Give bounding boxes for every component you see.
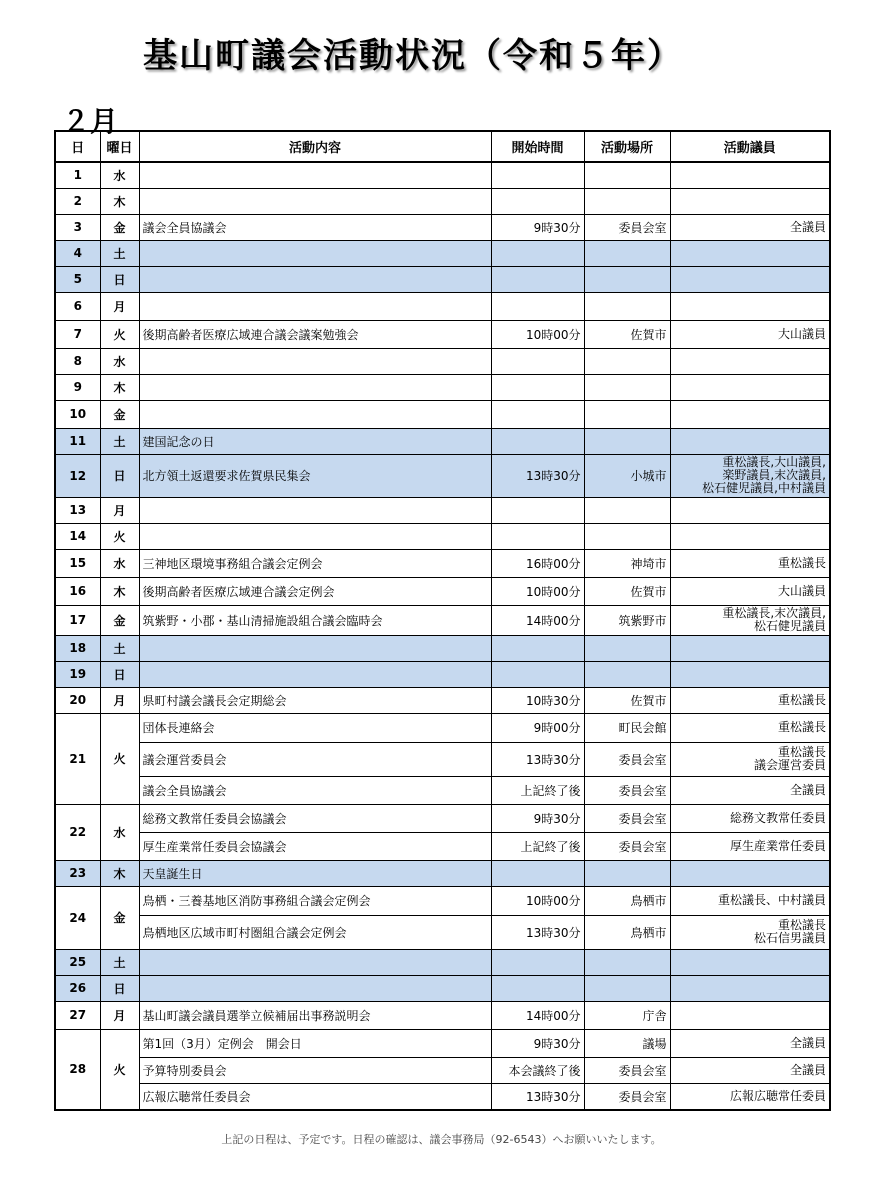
activity-cell: 三神地区環境事務組合議会定例会 bbox=[139, 549, 491, 577]
weekday-cell: 月 bbox=[100, 687, 139, 713]
location-cell bbox=[584, 162, 670, 188]
members-cell bbox=[670, 497, 830, 523]
start-time-cell: 9時30分 bbox=[491, 214, 584, 240]
activity-cell: 議会運営委員会 bbox=[139, 742, 491, 776]
member-line: 厚生産業常任委員 bbox=[729, 838, 826, 853]
activity-cell bbox=[139, 497, 491, 523]
members-cell bbox=[670, 214, 830, 240]
start-time-cell: 13時30分 bbox=[491, 915, 584, 949]
table-row bbox=[55, 374, 830, 400]
weekday-cell: 木 bbox=[100, 188, 139, 214]
start-time-cell: 13時30分 bbox=[491, 742, 584, 776]
weekday-cell: 日 bbox=[100, 454, 139, 497]
table-row bbox=[55, 949, 830, 975]
members-cell bbox=[670, 605, 830, 635]
weekday-cell: 金 bbox=[100, 214, 139, 240]
members-cell bbox=[670, 975, 830, 1001]
activity-cell bbox=[139, 523, 491, 549]
weekday-cell: 金 bbox=[100, 886, 139, 949]
weekday-cell: 日 bbox=[100, 975, 139, 1001]
start-time-cell bbox=[491, 348, 584, 374]
weekday-cell: 火 bbox=[100, 1029, 139, 1110]
start-time-cell: 上記終了後 bbox=[491, 776, 584, 804]
start-time-cell: 13時30分 bbox=[491, 454, 584, 497]
location-cell: 委員会室 bbox=[584, 1083, 670, 1110]
table-row bbox=[55, 523, 830, 549]
table-row bbox=[55, 713, 830, 742]
day-cell: 4 bbox=[55, 240, 100, 266]
header-weekday: 曜日 bbox=[100, 131, 139, 162]
activity-cell: 議会全員協議会 bbox=[139, 214, 491, 240]
member-line: 広報広聴常任委員 bbox=[729, 1088, 826, 1103]
member-line: 重松議長 bbox=[777, 918, 826, 932]
members-cell bbox=[670, 742, 830, 776]
location-cell bbox=[584, 292, 670, 320]
activity-cell bbox=[139, 162, 491, 188]
activity-cell: 鳥栖地区広域市町村圏組合議会定例会 bbox=[139, 915, 491, 949]
member-line: 楽野議員,末次議員, bbox=[722, 468, 826, 482]
table-row bbox=[55, 1029, 830, 1057]
table-row bbox=[55, 454, 830, 497]
members-cell bbox=[670, 860, 830, 886]
table-row bbox=[55, 549, 830, 577]
weekday-cell: 水 bbox=[100, 162, 139, 188]
day-cell: 3 bbox=[55, 214, 100, 240]
member-line: 重松議長 bbox=[777, 745, 826, 759]
day-cell: 28 bbox=[55, 1029, 100, 1110]
day-cell: 12 bbox=[55, 454, 100, 497]
activity-cell: 筑紫野・小郡・基山清掃施設組合議会臨時会 bbox=[139, 605, 491, 635]
start-time-cell bbox=[491, 162, 584, 188]
table-row bbox=[55, 635, 830, 661]
members-cell bbox=[670, 428, 830, 454]
location-cell: 委員会室 bbox=[584, 1057, 670, 1083]
activity-cell: 議会全員協議会 bbox=[139, 776, 491, 804]
start-time-cell bbox=[491, 400, 584, 428]
day-cell: 20 bbox=[55, 687, 100, 713]
table-row bbox=[55, 687, 830, 713]
start-time-cell: 9時30分 bbox=[491, 1029, 584, 1057]
location-cell: 鳥栖市 bbox=[584, 886, 670, 915]
members-cell bbox=[670, 832, 830, 860]
members-cell bbox=[670, 915, 830, 949]
weekday-cell: 火 bbox=[100, 713, 139, 804]
table-row bbox=[55, 266, 830, 292]
table-row bbox=[55, 188, 830, 214]
activity-cell bbox=[139, 188, 491, 214]
table-row bbox=[55, 605, 830, 635]
table-row bbox=[55, 804, 830, 832]
table-row bbox=[55, 832, 830, 860]
header-time: 開始時間 bbox=[491, 131, 584, 162]
start-time-cell bbox=[491, 188, 584, 214]
location-cell: 佐賀市 bbox=[584, 577, 670, 605]
start-time-cell bbox=[491, 428, 584, 454]
member-line: 総務文教常任委員 bbox=[729, 810, 826, 825]
header-place: 活動場所 bbox=[584, 131, 670, 162]
activity-cell: 予算特別委員会 bbox=[139, 1057, 491, 1083]
weekday-cell: 火 bbox=[100, 523, 139, 549]
day-cell: 26 bbox=[55, 975, 100, 1001]
location-cell: 鳥栖市 bbox=[584, 915, 670, 949]
table-row bbox=[55, 860, 830, 886]
table-row bbox=[55, 214, 830, 240]
members-cell bbox=[670, 292, 830, 320]
start-time-cell bbox=[491, 661, 584, 687]
start-time-cell: 14時00分 bbox=[491, 605, 584, 635]
activity-cell bbox=[139, 266, 491, 292]
member-line: 重松議長 bbox=[777, 720, 826, 734]
weekday-cell: 月 bbox=[100, 497, 139, 523]
weekday-cell: 月 bbox=[100, 1001, 139, 1029]
footnote: 上記の日程は、予定です。日程の確認は、議会事務局（92-6543）へお願いいたします。 bbox=[221, 1133, 662, 1146]
location-cell bbox=[584, 523, 670, 549]
members-cell bbox=[670, 188, 830, 214]
activity-cell: 天皇誕生日 bbox=[139, 860, 491, 886]
member-line: 全議員 bbox=[789, 782, 826, 797]
table-row bbox=[55, 661, 830, 687]
members-cell bbox=[670, 454, 830, 497]
table-row bbox=[55, 975, 830, 1001]
members-cell bbox=[670, 577, 830, 605]
day-cell: 7 bbox=[55, 320, 100, 348]
members-cell bbox=[670, 949, 830, 975]
member-line: 松石健児議員 bbox=[753, 619, 826, 633]
day-cell: 11 bbox=[55, 428, 100, 454]
location-cell: 委員会室 bbox=[584, 804, 670, 832]
weekday-cell: 木 bbox=[100, 860, 139, 886]
start-time-cell: 10時00分 bbox=[491, 320, 584, 348]
weekday-cell: 日 bbox=[100, 266, 139, 292]
day-cell: 8 bbox=[55, 348, 100, 374]
page-title: 基山町議会活動状況（令和５年） bbox=[143, 36, 683, 76]
start-time-cell: 上記終了後 bbox=[491, 832, 584, 860]
start-time-cell: 13時30分 bbox=[491, 1083, 584, 1110]
weekday-cell: 水 bbox=[100, 804, 139, 860]
activity-cell bbox=[139, 240, 491, 266]
members-cell bbox=[670, 1029, 830, 1057]
members-cell bbox=[670, 804, 830, 832]
day-cell: 5 bbox=[55, 266, 100, 292]
members-cell bbox=[670, 549, 830, 577]
weekday-cell: 金 bbox=[100, 605, 139, 635]
start-time-cell bbox=[491, 292, 584, 320]
members-cell bbox=[670, 635, 830, 661]
day-cell: 27 bbox=[55, 1001, 100, 1029]
table-row bbox=[55, 886, 830, 915]
location-cell bbox=[584, 975, 670, 1001]
table-row bbox=[55, 1057, 830, 1083]
activity-cell: 後期高齢者医療広域連合議会定例会 bbox=[139, 577, 491, 605]
activity-cell: 鳥栖・三養基地区消防事務組合議会定例会 bbox=[139, 886, 491, 915]
start-time-cell: 10時00分 bbox=[491, 577, 584, 605]
members-cell bbox=[670, 1001, 830, 1029]
location-cell bbox=[584, 635, 670, 661]
members-cell bbox=[670, 661, 830, 687]
table-header-row bbox=[55, 131, 830, 162]
day-cell: 25 bbox=[55, 949, 100, 975]
header-members: 活動議員 bbox=[670, 131, 830, 162]
start-time-cell: 9時30分 bbox=[491, 804, 584, 832]
weekday-cell: 水 bbox=[100, 549, 139, 577]
location-cell: 議場 bbox=[584, 1029, 670, 1057]
member-line: 全議員 bbox=[789, 1062, 826, 1077]
day-cell: 22 bbox=[55, 804, 100, 860]
start-time-cell bbox=[491, 240, 584, 266]
table-row bbox=[55, 776, 830, 804]
start-time-cell: 10時30分 bbox=[491, 687, 584, 713]
member-line: 松石信男議員 bbox=[753, 931, 826, 945]
activity-cell: 厚生産業常任委員会協議会 bbox=[139, 832, 491, 860]
activity-cell bbox=[139, 949, 491, 975]
day-cell: 1 bbox=[55, 162, 100, 188]
weekday-cell: 土 bbox=[100, 949, 139, 975]
day-cell: 2 bbox=[55, 188, 100, 214]
start-time-cell bbox=[491, 374, 584, 400]
members-cell bbox=[670, 400, 830, 428]
start-time-cell: 本会議終了後 bbox=[491, 1057, 584, 1083]
member-line: 重松議長 bbox=[777, 555, 826, 570]
activity-cell bbox=[139, 374, 491, 400]
activity-cell: 県町村議会議長会定期総会 bbox=[139, 687, 491, 713]
day-cell: 10 bbox=[55, 400, 100, 428]
location-cell bbox=[584, 497, 670, 523]
weekday-cell: 木 bbox=[100, 374, 139, 400]
weekday-cell: 木 bbox=[100, 577, 139, 605]
location-cell: 委員会室 bbox=[584, 776, 670, 804]
activity-cell bbox=[139, 975, 491, 1001]
members-cell bbox=[670, 320, 830, 348]
day-cell: 17 bbox=[55, 605, 100, 635]
table-row bbox=[55, 348, 830, 374]
location-cell bbox=[584, 266, 670, 292]
location-cell: 神埼市 bbox=[584, 549, 670, 577]
day-cell: 16 bbox=[55, 577, 100, 605]
members-cell bbox=[670, 886, 830, 915]
day-cell: 19 bbox=[55, 661, 100, 687]
start-time-cell bbox=[491, 266, 584, 292]
member-line: 大山議員 bbox=[777, 326, 826, 341]
members-cell bbox=[670, 266, 830, 292]
members-cell bbox=[670, 1057, 830, 1083]
day-cell: 18 bbox=[55, 635, 100, 661]
table-row bbox=[55, 742, 830, 776]
weekday-cell: 日 bbox=[100, 661, 139, 687]
start-time-cell bbox=[491, 523, 584, 549]
table-row bbox=[55, 497, 830, 523]
day-cell: 15 bbox=[55, 549, 100, 577]
location-cell bbox=[584, 400, 670, 428]
activity-cell: 第1回（3月）定例会 開会日 bbox=[139, 1029, 491, 1057]
activity-cell: 広報広聴常任委員会 bbox=[139, 1083, 491, 1110]
location-cell: 町民会館 bbox=[584, 713, 670, 742]
day-cell: 9 bbox=[55, 374, 100, 400]
location-cell bbox=[584, 348, 670, 374]
weekday-cell: 火 bbox=[100, 320, 139, 348]
weekday-cell: 金 bbox=[100, 400, 139, 428]
day-cell: 6 bbox=[55, 292, 100, 320]
members-cell bbox=[670, 374, 830, 400]
activity-cell bbox=[139, 292, 491, 320]
members-cell bbox=[670, 523, 830, 549]
location-cell: 筑紫野市 bbox=[584, 605, 670, 635]
members-cell bbox=[670, 348, 830, 374]
location-cell: 佐賀市 bbox=[584, 687, 670, 713]
location-cell bbox=[584, 428, 670, 454]
start-time-cell: 16時00分 bbox=[491, 549, 584, 577]
location-cell bbox=[584, 860, 670, 886]
member-line: 松石健児議員,中村議員 bbox=[702, 481, 826, 495]
day-cell: 24 bbox=[55, 886, 100, 949]
members-cell bbox=[670, 687, 830, 713]
table-row bbox=[55, 577, 830, 605]
day-cell: 14 bbox=[55, 523, 100, 549]
day-cell: 13 bbox=[55, 497, 100, 523]
location-cell: 小城市 bbox=[584, 454, 670, 497]
weekday-cell: 月 bbox=[100, 292, 139, 320]
start-time-cell: 10時00分 bbox=[491, 886, 584, 915]
member-line: 重松議長、中村議員 bbox=[717, 893, 826, 907]
members-cell bbox=[670, 713, 830, 742]
location-cell: 委員会室 bbox=[584, 214, 670, 240]
member-line: 重松議長,末次議員, bbox=[722, 606, 826, 620]
activity-cell: 基山町議会議員選挙立候補届出事務説明会 bbox=[139, 1001, 491, 1029]
table-row bbox=[55, 428, 830, 454]
member-line: 重松議長 bbox=[777, 692, 826, 707]
month-heading: ２月 bbox=[62, 105, 119, 138]
weekday-cell: 土 bbox=[100, 428, 139, 454]
member-line: 大山議員 bbox=[777, 583, 826, 598]
members-cell bbox=[670, 240, 830, 266]
table-row bbox=[55, 292, 830, 320]
table-row bbox=[55, 162, 830, 188]
table-row bbox=[55, 1083, 830, 1110]
activity-cell: 建国記念の日 bbox=[139, 428, 491, 454]
schedule-table bbox=[54, 130, 831, 1111]
table-row bbox=[55, 240, 830, 266]
header-content: 活動内容 bbox=[139, 131, 491, 162]
activity-cell: 北方領土返還要求佐賀県民集会 bbox=[139, 454, 491, 497]
start-time-cell: 9時00分 bbox=[491, 713, 584, 742]
members-cell bbox=[670, 776, 830, 804]
start-time-cell: 14時00分 bbox=[491, 1001, 584, 1029]
weekday-cell: 土 bbox=[100, 635, 139, 661]
member-line: 全議員 bbox=[789, 1035, 826, 1050]
members-cell bbox=[670, 1083, 830, 1110]
day-cell: 21 bbox=[55, 713, 100, 804]
location-cell: 委員会室 bbox=[584, 742, 670, 776]
table-row bbox=[55, 915, 830, 949]
activity-cell: 総務文教常任委員会協議会 bbox=[139, 804, 491, 832]
location-cell bbox=[584, 188, 670, 214]
location-cell bbox=[584, 374, 670, 400]
start-time-cell bbox=[491, 860, 584, 886]
members-cell bbox=[670, 162, 830, 188]
member-line: 全議員 bbox=[789, 219, 826, 234]
start-time-cell bbox=[491, 497, 584, 523]
location-cell bbox=[584, 240, 670, 266]
schedule-body bbox=[55, 162, 830, 1110]
activity-cell bbox=[139, 400, 491, 428]
activity-cell bbox=[139, 661, 491, 687]
start-time-cell bbox=[491, 975, 584, 1001]
header-day: 日 bbox=[55, 131, 100, 162]
table-row bbox=[55, 400, 830, 428]
start-time-cell bbox=[491, 949, 584, 975]
location-cell bbox=[584, 949, 670, 975]
start-time-cell bbox=[491, 635, 584, 661]
location-cell bbox=[584, 661, 670, 687]
member-line: 議会運営委員 bbox=[753, 758, 826, 772]
location-cell: 庁舎 bbox=[584, 1001, 670, 1029]
weekday-cell: 水 bbox=[100, 348, 139, 374]
location-cell: 佐賀市 bbox=[584, 320, 670, 348]
weekday-cell: 土 bbox=[100, 240, 139, 266]
location-cell: 委員会室 bbox=[584, 832, 670, 860]
activity-cell bbox=[139, 635, 491, 661]
activity-cell: 団体長連絡会 bbox=[139, 713, 491, 742]
table-row bbox=[55, 1001, 830, 1029]
activity-cell: 後期高齢者医療広域連合議会議案勉強会 bbox=[139, 320, 491, 348]
member-line: 重松議長,大山議員, bbox=[722, 455, 826, 469]
day-cell: 23 bbox=[55, 860, 100, 886]
activity-cell bbox=[139, 348, 491, 374]
table-row bbox=[55, 320, 830, 348]
